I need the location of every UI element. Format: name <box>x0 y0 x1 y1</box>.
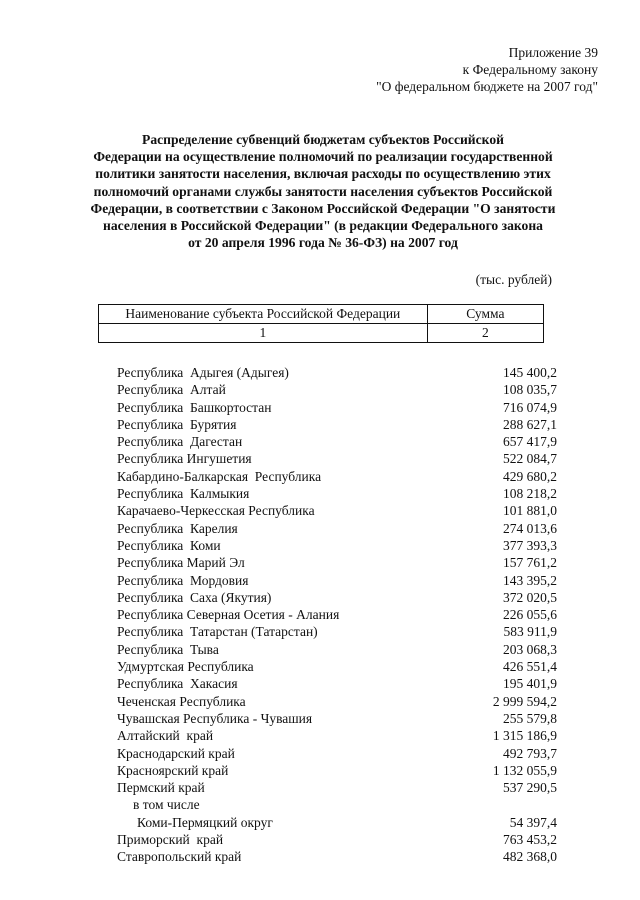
region-amount: 157 761,2 <box>503 555 557 571</box>
region-amount: 101 881,0 <box>503 503 557 519</box>
region-amount: 288 627,1 <box>503 416 557 432</box>
table-row <box>117 433 557 450</box>
table-row <box>117 364 557 381</box>
appendix-number: Приложение 39 <box>508 45 598 60</box>
region-name: Краснодарский край <box>117 745 235 761</box>
table-row <box>117 727 557 744</box>
table-row <box>117 450 557 467</box>
title-line: от 20 апреля 1996 года № 36-ФЗ) на 2007 год <box>188 235 458 251</box>
region-amount: 583 911,9 <box>503 624 557 640</box>
region-name: Республика Коми <box>117 537 221 553</box>
table-row <box>117 589 557 606</box>
region-name: Республика Башкортостан <box>117 399 272 415</box>
table-row <box>117 831 557 848</box>
table-row <box>117 572 557 589</box>
title-line: населения в Российской Федерации" (в редакции Федерального закона <box>103 218 543 234</box>
region-name: Чувашская Республика - Чувашия <box>117 710 313 726</box>
appendix-law-title: "О федеральном бюджете на 2007 год" <box>376 79 598 94</box>
column-number-2: 2 <box>427 324 543 343</box>
document-title <box>70 131 576 251</box>
table-row <box>117 762 557 779</box>
region-name: Коми-Пермяцкий округ <box>137 814 273 830</box>
region-name: Кабардино-Балкарская Республика <box>117 468 322 484</box>
table-row <box>117 779 557 796</box>
region-amount: 492 793,7 <box>503 745 557 761</box>
table-row <box>117 814 557 831</box>
table-row <box>117 693 557 710</box>
column-number-1: 1 <box>99 324 428 343</box>
table-row <box>117 485 557 502</box>
table-row <box>117 537 557 554</box>
title-line: полномочий органами службы занятости населения субъектов Российской <box>93 183 553 199</box>
region-amount: 145 400,2 <box>503 365 557 380</box>
region-name: Республика Мордовия <box>117 572 249 588</box>
region-amount: 1 315 186,9 <box>492 728 557 744</box>
region-name: Удмуртская Республика <box>117 659 254 675</box>
region-name: Республика Дагестан <box>117 434 243 450</box>
region-amount: 274 013,6 <box>503 520 557 536</box>
appendix-reference <box>376 44 598 95</box>
units-label: (тыс. рублей) <box>475 272 552 287</box>
table-row <box>117 606 557 623</box>
region-amount: 203 068,3 <box>503 641 557 657</box>
region-name: Республика Бурятия <box>117 416 237 432</box>
region-amount: 716 074,9 <box>503 399 557 415</box>
region-name: Республика Тыва <box>117 641 219 657</box>
region-amount: 108 218,2 <box>503 486 557 502</box>
region-amount: 426 551,4 <box>503 659 557 675</box>
region-name: Республика Марий Эл <box>117 555 245 571</box>
table-row <box>117 399 557 416</box>
region-amount: 2 999 594,2 <box>492 693 557 709</box>
region-amount: 763 453,2 <box>503 832 557 848</box>
region-name: Красноярский край <box>117 762 229 778</box>
region-amount: 657 417,9 <box>503 434 557 450</box>
table-row <box>117 520 557 537</box>
region-name: Республика Калмыкия <box>117 486 250 502</box>
region-name: Приморский край <box>117 832 224 848</box>
region-amount: 537 290,5 <box>503 780 557 796</box>
title-line: Распределение субвенций бюджетам субъектов Российской <box>142 132 504 147</box>
table-row <box>117 848 557 865</box>
region-name: Ставропольский край <box>117 849 242 865</box>
table-body <box>117 364 557 866</box>
region-name: в том числе <box>133 797 200 813</box>
region-amount: 226 055,6 <box>503 607 557 623</box>
table-row <box>117 554 557 571</box>
appendix-law-line: к Федеральному закону <box>462 62 598 77</box>
region-name: Республика Адыгея (Адыгея) <box>117 365 289 380</box>
table-row <box>117 745 557 762</box>
table-header <box>98 304 544 343</box>
region-name: Карачаево-Черкесская Республика <box>117 503 315 519</box>
title-line: политики занятости населения, включая расходы по осуществлению этих <box>95 166 551 182</box>
region-name: Пермский край <box>117 780 205 796</box>
region-name: Республика Татарстан (Татарстан) <box>117 624 318 640</box>
table-row <box>117 416 557 433</box>
region-name: Республика Карелия <box>117 520 238 536</box>
region-amount: 255 579,8 <box>503 710 557 726</box>
region-amount: 482 368,0 <box>503 849 557 865</box>
region-name: Республика Хакасия <box>117 676 238 692</box>
region-amount: 143 395,2 <box>503 572 557 588</box>
region-amount: 377 393,3 <box>503 537 557 553</box>
region-amount: 108 035,7 <box>503 382 557 398</box>
region-amount: 372 020,5 <box>503 589 557 605</box>
title-line: Федерации на осуществление полномочий по реализации государственной <box>93 149 553 165</box>
region-name: Республика Саха (Якутия) <box>117 589 272 605</box>
table-row <box>117 468 557 485</box>
region-name: Республика Северная Осетия - Алания <box>117 607 340 623</box>
table-row <box>117 381 557 398</box>
region-name: Республика Алтай <box>117 382 226 398</box>
region-amount: 429 680,2 <box>503 468 557 484</box>
region-amount: 1 132 055,9 <box>492 762 557 778</box>
region-amount: 195 401,9 <box>503 676 557 692</box>
region-name: Алтайский край <box>117 728 214 744</box>
table-row <box>117 675 557 692</box>
column-header-name: Наименование субъекта Российской Федерации <box>99 305 428 324</box>
title-line: Федерации, в соответствии с Законом Российской Федерации "О занятости <box>90 200 556 216</box>
table-row <box>117 796 557 813</box>
region-amount: 54 397,4 <box>509 814 557 830</box>
table-row <box>117 623 557 640</box>
region-name: Чеченская Республика <box>117 693 246 709</box>
table-row <box>117 641 557 658</box>
table-row <box>117 710 557 727</box>
region-name: Республика Ингушетия <box>117 451 252 467</box>
table-row <box>117 658 557 675</box>
table-row <box>117 502 557 519</box>
region-amount: 522 084,7 <box>503 451 557 467</box>
column-header-sum: Сумма <box>427 305 543 324</box>
